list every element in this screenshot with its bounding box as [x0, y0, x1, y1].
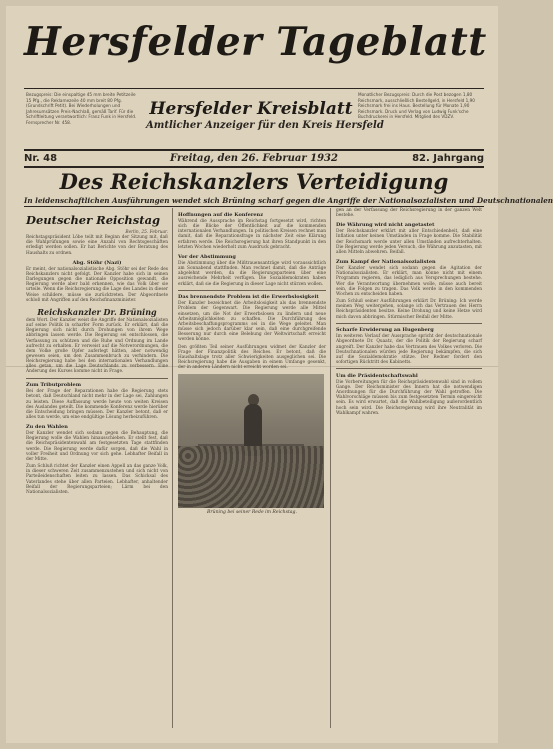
- column-divider: [172, 208, 173, 728]
- col1-paragraph: Der Kanzler wendet sich sodann gegen die Behauptung, die Regierung wolle die Wahlen hinausschieben. Er stellt fest, daß die Reichspräsidentenwahl am festgesetzten Tage stattfinden werde. Die Regierung werde dafür sorgen, daß die Wahl in voller Freiheit und Ordnung vor sich gehe. Lebhafter Beifall in der Mitte.: [26, 431, 168, 462]
- col2-paragraph: Der Kanzler bezeichnet die Arbeitslosigkeit als das brennendste Problem der Gegenwart. Die Regierung werde alle Mittel einsetzen, um die Not der Erwerbslosen zu lindern und neue Arbeitsmöglichkeiten zu schaffen. Die Durchführung des Arbeitsbeschaffungsprogramms sei in die Wege geleitet. Man müsse sich jedoch darüber klar sein, daß eine durchgreifende Besserung nur durch eine Belebung der Weltwirtschaft erreicht werden könne.: [178, 301, 326, 343]
- masthead-rule-top: [24, 88, 484, 89]
- col1-paragraph: dem Wort. Der Kanzler weist die Angriffe der Nationalsozialisten auf seine Politik in scharfer Form zurück. Er erklärt, daß die Regierung sich nicht durch Drohungen von ihrem Wege abbringen lassen werde. Die Regierung sei entschlossen, die Verfassung zu schützen und die Ruhe und Ordnung im Lande aufrecht zu erhalten. Er verweist auf die Notverordnungen, die dem Volke große Opfer auferlegt hätten, aber notwendig gewesen seien, um den Zusammenbruch zu verhindern. Die Reichsregierung habe bei den internationalen Verhandlungen alles getan, um die Lage Deutschlands zu verbessern. Eine Änderung des Kurses komme nicht in Frage.: [26, 317, 168, 375]
- col2-paragraph: Den größten Teil seiner Ausführungen widmet der Kanzler der Frage der Finanzpolitik des Reiches. Er betont, daß die Haushaltslage trotz aller Schwierigkeiten ausgeglichen sei. Die Reichsregierung habe die Ausgaben in einem Umfange gesenkt, der in anderen Ländern nicht erreicht worden sei.: [178, 344, 326, 371]
- col3-section-heading: Um die Präsidentschaftswahl: [336, 372, 418, 379]
- dateline-rule-bottom: [24, 166, 484, 168]
- col2-divider: [178, 290, 326, 291]
- col1-divider: [26, 378, 168, 379]
- col3-section-heading: Zum Kampf der Nationalsozialisten: [336, 259, 436, 266]
- photo-crowd: [178, 446, 324, 508]
- column-2: [178, 208, 326, 728]
- issue-volume: 82. Jahrgang: [412, 153, 484, 164]
- col3-divider: [336, 323, 482, 324]
- col1-paragraph: Bei der Frage der Reparationen habe die Regierung stets betont, daß Deutschland nicht mehr in der Lage sei, Zahlungen zu leisten. Diese Auffassung werde heute von weiten Kreisen des Auslandes geteilt. Die kommende Konferenz werde hierüber die Entscheidung bringen müssen. Der Kanzler betont, daß er alles tun werde, um eine endgültige Lösung herbeizuführen.: [26, 389, 168, 420]
- col3-paragraph: Der Kanzler wendet sich sodann gegen die Agitation der Nationalsozialisten. Er erklärt, man könne nicht mit einem Programm regieren, das lediglich aus Versprechungen bestehe. Wer die Verantwortung übernehmen wolle, müsse auch bereit sein, die Folgen zu tragen. Das Volk werde in den kommenden Wochen zu entscheiden haben.: [336, 266, 482, 297]
- col2-section-heading: Vor der Abstimmung: [178, 253, 236, 260]
- col1-paragraph: Zum Schluß richtet der Kanzler einen Appell an das ganze Volk, in dieser schweren Zeit zusammenzustehen und sich nicht von Parteileidenschaften leiten zu lassen. Das Schicksal des Vaterlandes stehe über allen Parteien. Lebhafter, anhaltender Beifall der Regierungsparteien; Lärm bei den Nationalsozialisten.: [26, 464, 168, 495]
- col3-paragraph: Die Vorbereitungen für die Reichspräsidentenwahl sind in vollem Gange. Der Reichsminister des Innern hat die notwendigen Anordnungen für die Durchführung der Wahl getroffen. Die Wahlvorschläge müssen bis zum festgesetzten Termin eingereicht sein. Es wird erwartet, daß die Wahlbeteiligung außerordentlich hoch sein wird. Die Reichsregierung wird ihre Neutralität im Wahlkampf wahren.: [336, 379, 482, 416]
- issue-number: Nr. 48: [24, 153, 58, 164]
- col1-dateline: Berlin, 25. Februar.: [125, 230, 168, 235]
- speaker-photo: [178, 374, 324, 508]
- newspaper-page: [6, 6, 553, 743]
- masthead-title: Hersfelder Tageblatt: [24, 19, 487, 65]
- masthead-tagline: Amtlicher Anzeiger für den Kreis Hersfeld: [146, 120, 384, 131]
- main-headline: Des Reichskanzlers Verteidigung: [59, 169, 449, 194]
- col2-section-heading: Das brennendste Problem ist die Erwerbslosigkeit: [178, 294, 319, 301]
- dateline-rule-top: [24, 149, 484, 151]
- masthead-right-info: Monatlicher Bezugspreis: Durch die Post bezogen 1,80 Reichsmark, ausschließlich Bestellgeld, in Hersfeld 1,90 Reichsmark frei ins Haus. Bestellung für Monate 1,90 Reichsmark. Druck und Verlag von Ludwig Funk'sche Buchdruckerei in Hersfeld. Mitglied des VDZV.: [358, 92, 475, 120]
- col3-section-heading: Scharfe Erwiderung an Hugenberg: [336, 327, 434, 334]
- dateline: [24, 152, 484, 166]
- col1-paragraph: Er meint, der nationalsozialistische Abg. Stöhr sei der Rede des Reichskanzlers nicht gefolgt. Der Kanzler habe sich in seinen Darlegungen gegen die nationale Opposition gewandt, die Regierung werde aber bald erkennen, wie das Volk über sie urteile. Wenn die Reichsregierung die Lage des Landes in dieser Weise schildere, müsse sie zurücktreten. Der Abgeordnete schloß mit Angriffen auf den Reichsfinanzminister.: [26, 266, 168, 303]
- col1-title: Deutscher Reichstag: [26, 213, 161, 227]
- col1-section-heading: Abg. Stöhr (Nazi): [72, 259, 122, 266]
- column-divider: [330, 208, 331, 728]
- col1-section-heading: Reichskanzler Dr. Brüning: [37, 306, 157, 317]
- main-subheadline: In leidenschaftlichen Ausführungen wendet sich Brüning scharf gegen die Angriffe der Nationalsozialisten und Deutschnationalen: [24, 196, 553, 205]
- col1-section-heading: Zu den Wahlen: [26, 424, 68, 431]
- headline-rule: [24, 206, 484, 207]
- col3-paragraph: gen an der Verfassung der Reichsregierung in der ganzen Welt bestehe.: [336, 208, 482, 219]
- masthead-subtitle: Hersfelder Kreisblatt: [149, 99, 353, 119]
- col3-section-heading: Die Währung wird nicht angetastet: [336, 222, 435, 229]
- column-3: [336, 208, 482, 728]
- col3-paragraph: Im weiteren Verlauf der Aussprache spricht der deutschnationale Abgeordnete Dr. Quaatz, der die Politik der Regierung scharf angreift. Der Kanzler habe das Vertrauen des Volkes verloren. Die Deutschnationalen würden jede Regierung bekämpfen, die sich auf die Sozialdemokratie stütze. Der Redner fordert den sofortigen Rücktritt des Kabinetts.: [336, 334, 482, 366]
- col3-divider: [336, 368, 482, 369]
- issue-date: Freitag, den 26. Februar 1932: [170, 153, 338, 164]
- col3-paragraph: Zum Schluß seiner Ausführungen erklärt Dr. Brüning: Ich werde meinen Weg weitergehen, solange ich das Vertrauen des Herrn Reichspräsidenten besitze. Keine Drohung und keine Hetze wird mich davon abbringen. Stürmischer Beifall der Mitte.: [336, 299, 482, 320]
- col2-paragraph: Die Abstimmung über die Mißtrauensanträge wird voraussichtlich am Sonnabend stattfinden. Man rechnet damit, daß die Anträge abgelehnt werden, da die Regierungsparteien über eine ausreichende Mehrheit verfügen. Die Sozialdemokraten haben erklärt, daß sie die Regierung in dieser Lage nicht stürzen wollen.: [178, 260, 326, 287]
- masthead-left-info: Bezugspreis: Die einspaltige 45 mm breite Petitzeile 15 Pfg., die Reklamezeile 40 mm breit 80 Pfg. (Grundschrift Petit). Bei Wiederholungen und Jahresumsätzen Preis-Nachlaß, gemäß Tarif. Für die Schriftleitung verantwortlich: Franz Funk in Hersfeld. Fernsprecher Nr. 458.: [26, 92, 137, 125]
- col1-paragraph: Reichstagspräsident Löbe teilt mit Beginn der Sitzung mit, daß die Wahlprüfungen sowie eine Anzahl von Rechtsgeschäften erledigt werden sollen. Er hat Berichte von der Beratung des Haushalts zu ordnen.: [26, 235, 168, 256]
- col2-paragraph: Während die Aussprache im Reichstag fortgesetzt wird, richten sich die Blicke der Öffentlichkeit auf die kommenden internationalen Verhandlungen. In politischen Kreisen rechnet man damit, daß die Reparationsfrage in nächster Zeit eine Klärung erfahren werde. Die Reichsregierung hat ihren Standpunkt in den letzten Wochen wiederholt zum Ausdruck gebracht.: [178, 219, 326, 250]
- photo-caption: Brüning bei seiner Rede im Reichstag.: [207, 510, 297, 516]
- col1-section-heading: Zum Tributproblem: [26, 382, 81, 389]
- col2-section-heading: Hoffnungen auf die Konferenz: [178, 212, 264, 218]
- column-1: [26, 208, 168, 728]
- col3-paragraph: Der Reichskanzler erklärt mit aller Entschiedenheit, daß eine Inflation unter keinen Umständen in Frage komme. Die Stabilität der Reichsmark werde unter allen Umständen aufrechterhalten. Die Regierung werde jeden Versuch, die Währung anzutasten, mit allen Mitteln abwehren. Beifall.: [336, 229, 482, 255]
